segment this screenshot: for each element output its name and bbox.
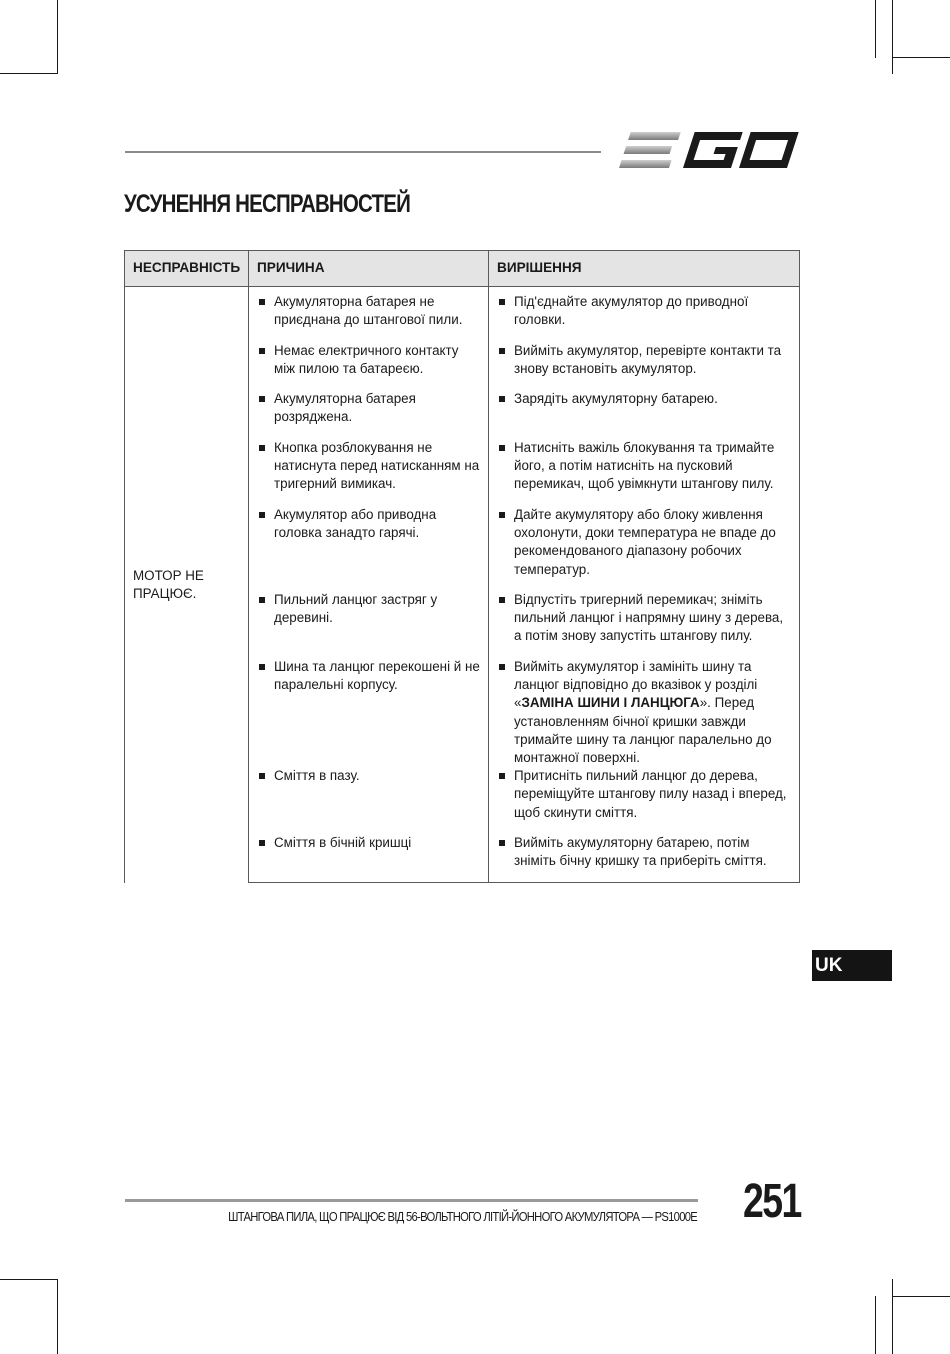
cause-text: Кнопка розблокування не натиснута перед натисканням на тригерний вимикач. [274,440,480,492]
solution-item [489,342,799,378]
ego-logo [616,128,802,172]
solution-text: Дайте акумулятору або блоку живлення охолонути, доки температура не впаде до рекомендованого діапазону робочих температур. [514,507,776,577]
bullet-icon [259,773,265,779]
solution-item [489,439,799,494]
page-number: 251 [743,1175,801,1228]
cause-text: Пильний ланцюг застряг у деревині. [274,592,438,626]
cause-item [249,834,488,852]
solution-text: Під'єднайте акумулятор до приводної головки. [514,294,749,328]
crop-mark [0,1279,58,1280]
cause-text: Немає електричного контакту між пилою та батареєю. [274,343,459,377]
solution-item [489,834,799,870]
solution-text: Вийміть акумулятор, перевірте контакти та знову встановіть акумулятор. [514,343,782,377]
cause-text: Акумулятор або приводна головка занадто гарячі. [274,507,437,541]
section-reference: ЗАМІНА ШИНИ І ЛАНЦЮГА [521,695,700,711]
bullet-icon [499,445,505,451]
solution-text-part: ». Перед установленням бічної кришки завжди тримайте шину та ланцюг паралельно до монтажної поверхні. [514,695,772,766]
cause-item [249,591,488,627]
crop-mark [892,0,893,74]
page-title: УСУНЕННЯ НЕСПРАВНОСТЕЙ [124,190,410,218]
bullet-icon [259,445,265,451]
cause-text: Сміття в пазу. [274,768,360,784]
bullet-icon [499,348,505,354]
bullet-icon [499,840,505,846]
solution-text: Натисніть важіль блокування та тримайте його, а потім натисніть на пусковий перемикач, щоб увімкнути штангову пилу. [514,440,775,492]
crop-mark [875,0,876,58]
language-tab: UK [812,950,892,981]
column-header-problem: НЕСПРАВНІСТЬ [125,251,249,287]
bullet-icon [499,512,505,518]
solution-text: Вийміть акумуляторну батарею, потім зніміть бічну кришку та приберіть сміття. [514,835,767,869]
cause-item [249,342,488,378]
crop-mark [57,0,58,74]
cause-item [249,293,488,329]
cause-item [249,658,488,694]
bullet-icon [259,840,265,846]
column-header-cause: ПРИЧИНА [249,251,489,287]
problem-cell: МОТОР НЕ ПРАЦЮЄ. [125,287,249,883]
cause-text: Акумуляторна батарея розряджена. [274,391,416,425]
solution-item [489,293,799,329]
bullet-icon [499,773,505,779]
cause-item [249,439,488,494]
bullet-icon [499,597,505,603]
crop-mark [892,57,950,58]
cause-item [249,506,488,542]
crop-mark [892,1296,950,1297]
bullet-icon [499,396,505,402]
bullet-icon [259,664,265,670]
solution-item [489,767,799,822]
table-row [125,287,800,343]
cause-item [249,390,488,426]
bullet-icon [259,396,265,402]
crop-mark [892,1279,893,1354]
cause-text: Сміття в бічній кришці [274,835,412,851]
solution-item [489,506,799,579]
footer-rule [125,1199,698,1202]
bullet-icon [499,299,505,305]
crop-mark [57,1279,58,1354]
cause-text: Акумуляторна батарея не приєднана до штангової пили. [274,294,463,328]
solution-item [489,658,799,767]
crop-mark [875,1296,876,1354]
bullet-icon [259,348,265,354]
solution-text: Відпустіть тригерний перемикач; зніміть пильний ланцюг і напрямну шину з дерева, а потім знову запустіть штангову пилу. [514,592,784,644]
bullet-icon [259,299,265,305]
bullet-icon [259,597,265,603]
solution-text-part: Вийміть акумулятор і замініть шину та ланцюг відповідно до вказівок у розділі « [514,659,758,711]
column-header-solution: ВИРІШЕННЯ [489,251,800,287]
solution-item [489,390,799,408]
bullet-icon [259,512,265,518]
cause-item [249,767,488,785]
table-header-row [125,251,800,287]
header-rule [125,151,601,153]
bullet-icon [499,664,505,670]
solution-text: Притисніть пильний ланцюг до дерева, переміщуйте штангову пилу назад і вперед, щоб скинути сміття. [514,768,787,820]
crop-mark [0,73,58,74]
troubleshooting-table [124,250,800,883]
solution-text: Зарядіть акумуляторну батарею. [514,391,718,406]
footer-text: ШТАНГОВА ПИЛА, ЩО ПРАЦЮЄ ВІД 56-ВОЛЬТНОГО ЛІТІЙ-ЙОННОГО АКУМУЛЯТОРА — PS1000E [228,1210,697,1224]
solution-item [489,591,799,646]
cause-text: Шина та ланцюг перекошені й не паралельні корпусу. [274,659,480,693]
